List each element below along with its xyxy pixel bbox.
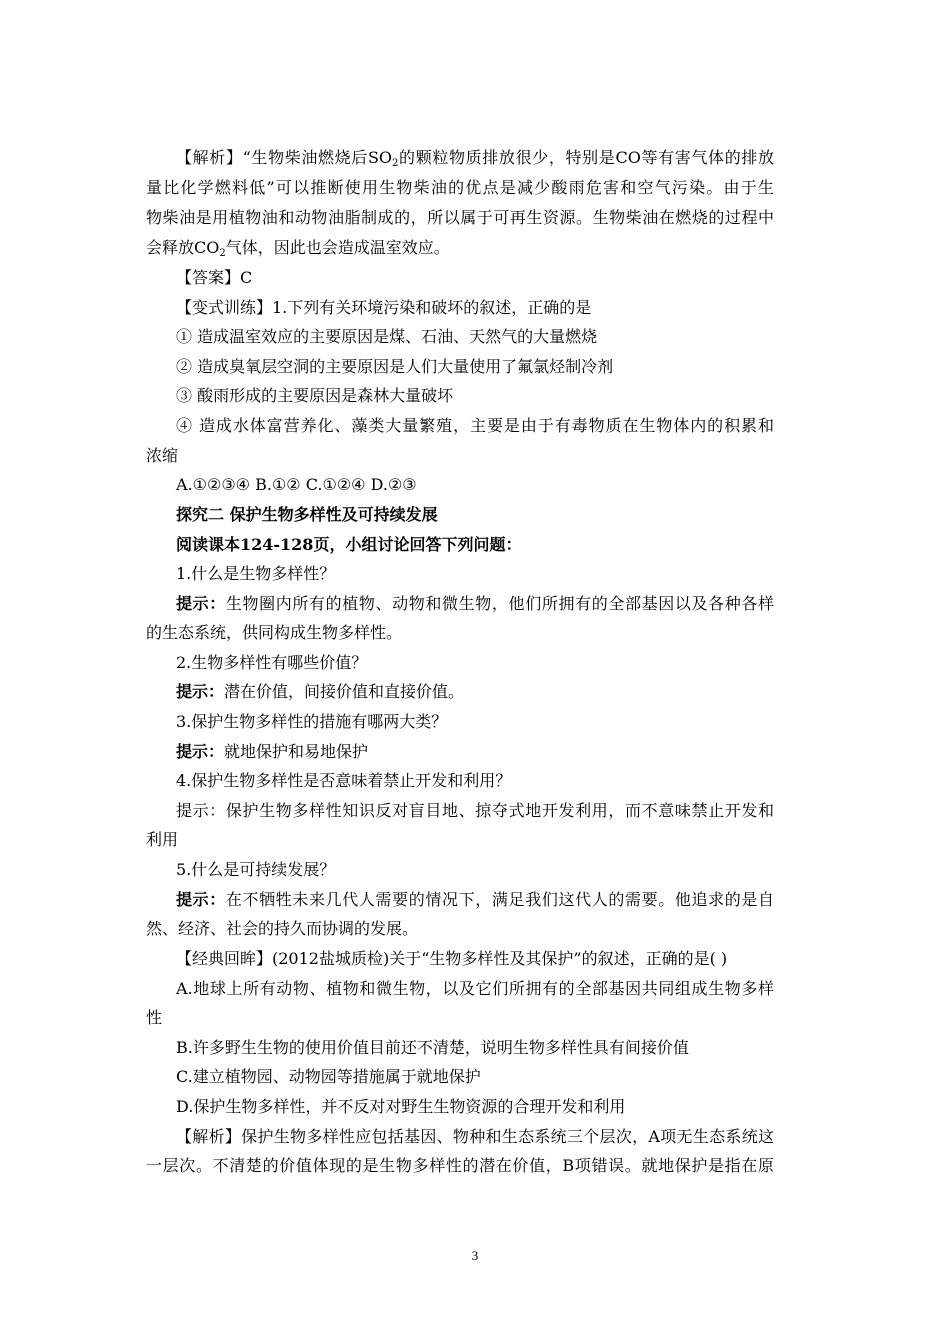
hint-label: 提示： bbox=[176, 594, 226, 613]
classic-option-b: B.许多野生生物的使用价值目前还不清楚，说明生物多样性具有间接价值 bbox=[176, 1038, 689, 1057]
classic-question: 【经典回眸】(2012盐城质检)关于“生物多样性及其保护”的叙述，正确的是( ) bbox=[176, 949, 728, 968]
analysis1-text: “生物柴油燃烧后SO bbox=[242, 148, 393, 167]
hint-3 bbox=[176, 742, 368, 762]
hint-5 bbox=[176, 890, 774, 910]
analysis1-text: 的颗粒物质排放很少，特别是CO等有害气体的排放 bbox=[398, 148, 774, 167]
analysis2-line1: 【解析】保护生物多样性应包括基因、物种和生态系统三个层次，A项无生态系统这 bbox=[176, 1127, 774, 1146]
variant-option-3: ③ 酸雨形成的主要原因是森林大量破坏 bbox=[176, 386, 454, 405]
variant-choices: A.①②③④ B.①② C.①②④ D.②③ bbox=[176, 475, 417, 494]
hint-5-cont: 然、经济、社会的持久而协调的发展。 bbox=[146, 919, 419, 938]
variant-option-1: ① 造成温室效应的主要原因是煤、石油、天然气的大量燃烧 bbox=[176, 327, 598, 346]
question-1: 1.什么是生物多样性？ bbox=[176, 564, 336, 583]
subscript: 2 bbox=[219, 248, 226, 259]
page-number: 3 bbox=[471, 1248, 479, 1263]
subscript: 2 bbox=[392, 158, 399, 169]
question-5: 5.什么是可持续发展？ bbox=[176, 860, 336, 879]
variant-option-4: ④ 造成水体富营养化、藻类大量繁殖，主要是由于有毒物质在生物体内的积累和 bbox=[176, 416, 774, 435]
hint-4-cont: 利用 bbox=[146, 830, 179, 849]
variant-option-4-cont: 浓缩 bbox=[146, 446, 179, 465]
analysis1-line3: 物柴油是用植物油和动物油脂制成的，所以属于可再生资源。生物柴油在燃烧的过程中 bbox=[146, 208, 774, 227]
classic-option-c: C.建立植物园、动物园等措施属于就地保护 bbox=[176, 1067, 481, 1086]
hint-label: 提示： bbox=[176, 742, 225, 761]
question-4: 4.保护生物多样性是否意味着禁止开发和利用？ bbox=[176, 771, 512, 790]
analysis1-text: 气体，因此也会造成温室效应。 bbox=[225, 238, 450, 257]
section2-title: 探究二 保护生物多样性及可持续发展 bbox=[176, 505, 438, 524]
hint-2 bbox=[176, 682, 464, 702]
hint-text: 潜在价值，间接价值和直接价值。 bbox=[224, 682, 465, 701]
hint-1 bbox=[176, 594, 774, 614]
analysis-tag: 【解析】 bbox=[176, 148, 243, 167]
analysis1-line2: 量比化学燃料低”可以推断使用生物柴油的优点是减少酸雨危害和空气污染。由于生 bbox=[146, 178, 774, 197]
classic-option-a-cont: 性 bbox=[146, 1008, 163, 1027]
question-2: 2.生物多样性有哪些价值？ bbox=[176, 653, 368, 672]
hint-label: 提示： bbox=[176, 682, 225, 701]
analysis1-line4 bbox=[146, 238, 450, 258]
hint-1-cont: 的生态系统，供同构成生物多样性。 bbox=[146, 623, 403, 642]
analysis1-line1 bbox=[176, 148, 774, 168]
hint-text: 就地保护和易地保护 bbox=[224, 742, 369, 761]
analysis1-text: 会释放CO bbox=[146, 238, 220, 257]
analysis2-line2: 一层次。不清楚的价值体现的是生物多样性的潜在价值，B项错误。就地保护是指在原 bbox=[146, 1156, 774, 1175]
variant-option-2: ② 造成臭氧层空洞的主要原因是人们大量使用了氟氯烃制冷剂 bbox=[176, 357, 614, 376]
hint-text: 生物圈内所有的植物、动物和微生物，他们所拥有的全部基因以及各种各样 bbox=[225, 594, 774, 613]
variant-question: 【变式训练】1.下列有关环境污染和破坏的叙述，正确的是 bbox=[176, 298, 592, 317]
classic-option-d: D.保护生物多样性，并不反对对野生生物资源的合理开发和利用 bbox=[176, 1097, 626, 1116]
hint-text: 在不牺牲未来几代人需要的情况下，满足我们这代人的需要。他追求的是自 bbox=[225, 890, 774, 909]
hint-label: 提示： bbox=[176, 890, 226, 909]
hint-4: 提示：保护生物多样性知识反对盲目地、掠夺式地开发利用，而不意味禁止开发和 bbox=[176, 801, 774, 820]
answer1: 【答案】C bbox=[176, 268, 253, 287]
question-3: 3.保护生物多样性的措施有哪两大类？ bbox=[176, 712, 448, 731]
section2-instruction: 阅读课本124-128页，小组讨论回答下列问题： bbox=[176, 535, 522, 554]
classic-option-a: A.地球上所有动物、植物和微生物，以及它们所拥有的全部基因共同组成生物多样 bbox=[176, 979, 774, 998]
